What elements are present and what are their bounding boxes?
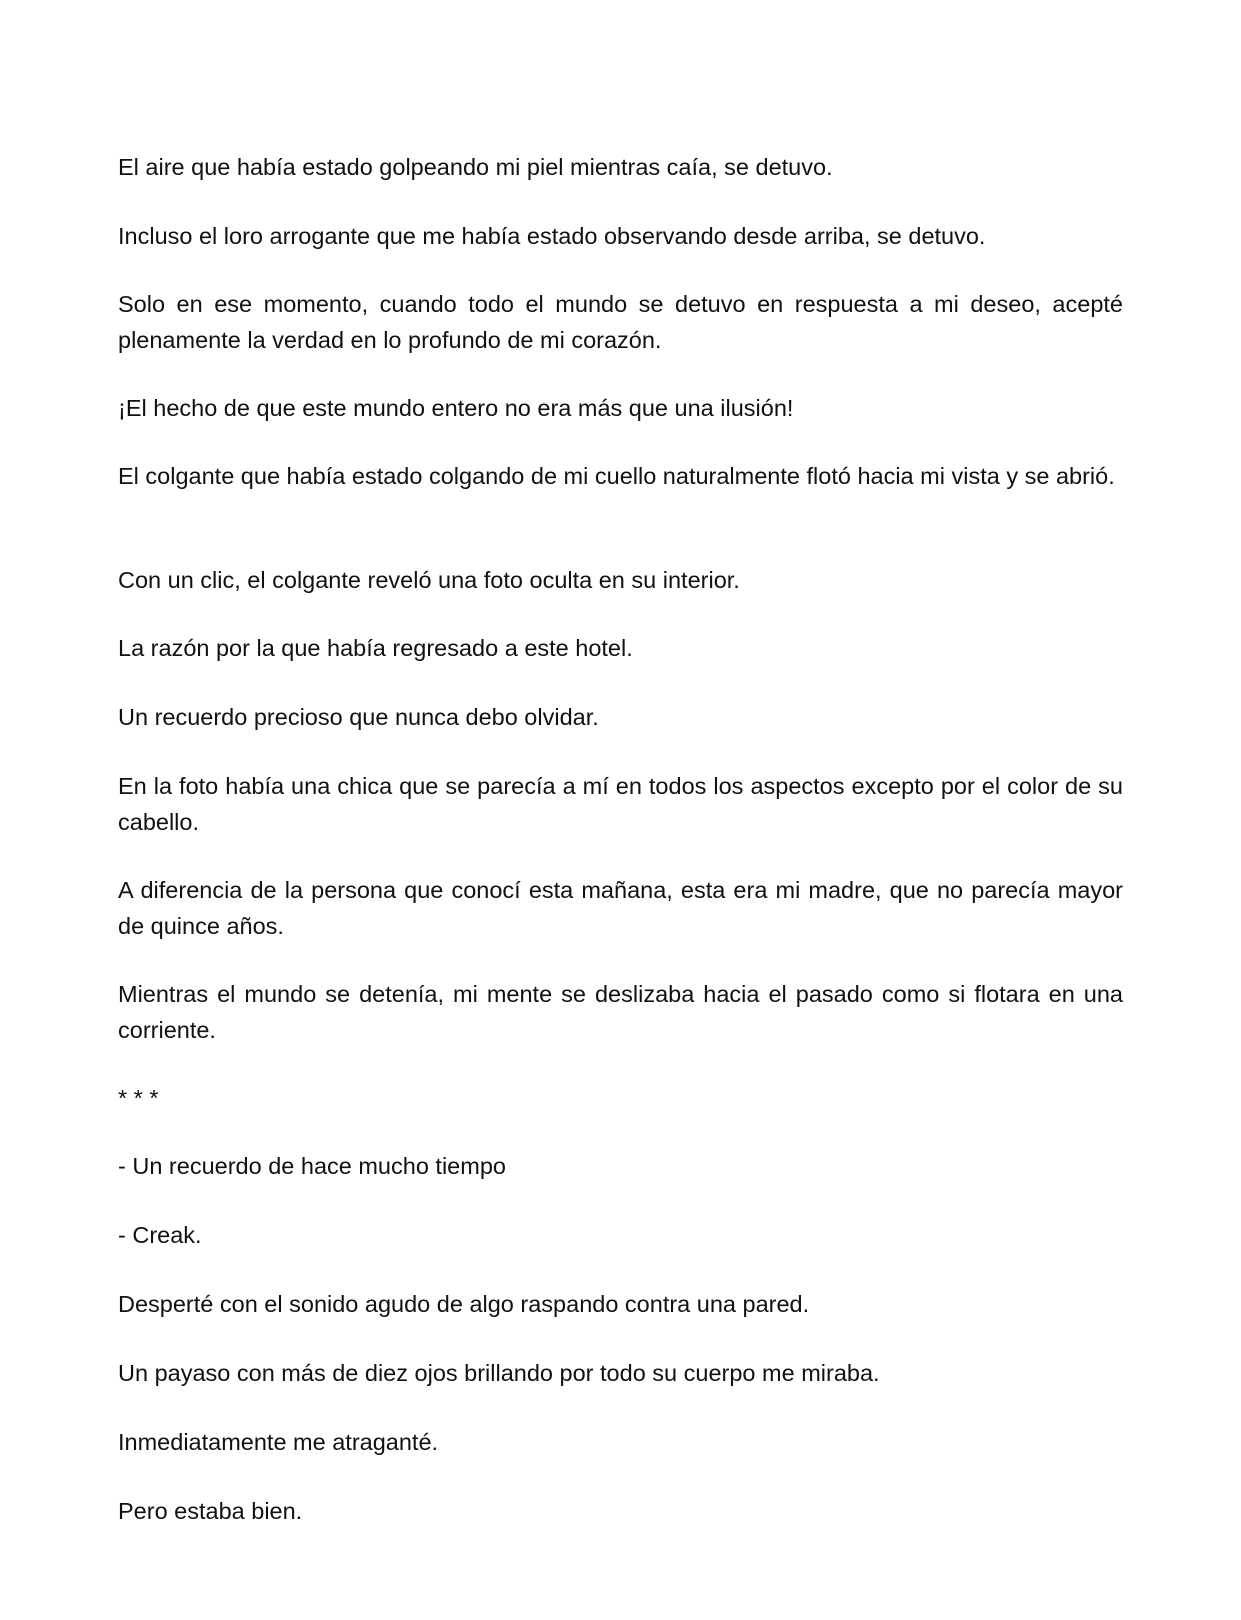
paragraph-2: Incluso el loro arrogante que me había estado observando desde arriba, se detuvo. [118, 223, 986, 249]
paragraph-11: Mientras el mundo se detenía, mi mente se deslizaba hacia el pasado como si flotara en una corriente. [118, 981, 1123, 1043]
paragraph-16: Inmediatamente me atraganté. [118, 1429, 439, 1455]
paragraph-8: Un recuerdo precioso que nunca debo olvidar. [118, 704, 599, 730]
paragraph-17: Pero estaba bien. [118, 1498, 303, 1524]
paragraph-15: Un payaso con más de diez ojos brillando por todo su cuerpo me miraba. [118, 1360, 880, 1386]
paragraph-12: - Un recuerdo de hace mucho tiempo [118, 1153, 506, 1179]
paragraph-14: Desperté con el sonido agudo de algo raspando contra una pared. [118, 1291, 810, 1317]
paragraph-10: A diferencia de la persona que conocí esta mañana, esta era mi madre, que no parecía mayor de quince años. [118, 877, 1123, 939]
paragraph-4: ¡El hecho de que este mundo entero no era más que una ilusión! [118, 395, 794, 421]
scene-break: * * * [118, 1085, 159, 1111]
paragraph-13: - Creak. [118, 1222, 202, 1248]
paragraph-3: Solo en ese momento, cuando todo el mundo se detuvo en respuesta a mi deseo, acepté plenamente la verdad en lo profundo de mi corazón. [118, 291, 1123, 353]
paragraph-5: El colgante que había estado colgando de mi cuello naturalmente flotó hacia mi vista y se abrió. [118, 463, 1115, 489]
paragraph-1: El aire que había estado golpeando mi piel mientras caía, se detuvo. [118, 154, 833, 180]
paragraph-7: La razón por la que había regresado a este hotel. [118, 635, 633, 661]
paragraph-9: En la foto había una chica que se parecía a mí en todos los aspectos excepto por el color de su cabello. [118, 773, 1123, 835]
paragraph-6: Con un clic, el colgante reveló una foto oculta en su interior. [118, 567, 740, 593]
